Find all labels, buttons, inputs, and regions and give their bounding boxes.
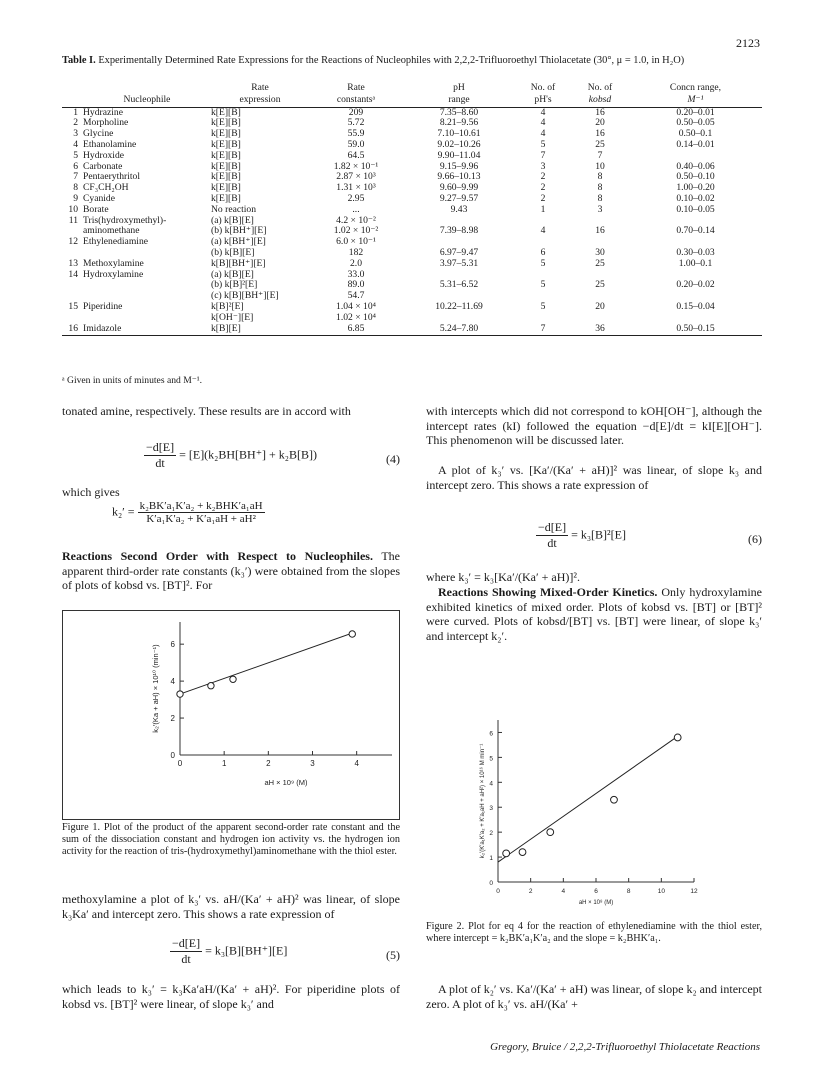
- table-cell-nk: 20: [595, 300, 605, 312]
- y-tick-label: 6: [170, 640, 175, 650]
- right-para-2: A plot of k₃′ vs. [Ka′/(Ka′ + aH)]² was linear, of slope k₃ and intercept zero. This shows a rate expression of: [426, 463, 762, 492]
- table-cell-nph: 5: [540, 138, 546, 150]
- table-cell-n: 9: [73, 192, 78, 204]
- table-cell-rc: 1.31 × 10³: [336, 182, 376, 194]
- table-row: [62, 270, 762, 281]
- table-cell-n: 8: [73, 182, 78, 194]
- table-cell-rc: 1.02 × 10⁻²: [333, 225, 379, 237]
- table-cell-ph: 5.31–6.52: [439, 279, 479, 291]
- left-para-1: tonated amine, respectively. These results are in accord with: [62, 404, 351, 418]
- eq5-rhs: = k₃[B][BH⁺][E]: [205, 943, 288, 958]
- x-tick-label: 2: [266, 759, 271, 768]
- table-cell-ph: 7.10–10.61: [437, 128, 481, 140]
- table-cell-rc: 55.9: [347, 128, 365, 140]
- k2-denominator: K′a₁K′a₂ + K′a₁aH + aH²: [146, 513, 256, 525]
- table-cell-conc: 0.20–0.01: [676, 106, 715, 118]
- table-cell-nph: 1: [540, 203, 546, 215]
- table-cell-nk: 10: [595, 160, 605, 172]
- left-para-2-text: The apparent third-order rate constants (k₃′) were obtained from the slopes of plots of kobsd vs. [BT]². For: [62, 549, 400, 593]
- table-cell-conc: 0.40–0.06: [676, 160, 715, 172]
- header-rate-expr-1: Rate: [251, 82, 269, 93]
- table-cell-expr: k[E][B]: [211, 128, 241, 140]
- table-cell-nuc: Glycine: [83, 128, 114, 140]
- eq6-number: (6): [748, 532, 762, 546]
- k2-expression: [112, 500, 400, 540]
- table-cell-n: 2: [73, 117, 78, 129]
- table-cell-expr: (a) k[B][E]: [211, 214, 254, 226]
- table-cell-n: 14: [68, 268, 78, 280]
- right-para-4-text: Only hydroxylamine exhibited kinetics of mixed order. Plots of kobsd vs. [BT] or [BT]² were curved. Plots of kobsd/[BT] vs. [BT] were linear, of slope k₃′ and intercept k₂′.: [426, 585, 763, 643]
- table-cell-nk: [571, 313, 629, 324]
- right-para-4: [426, 585, 762, 643]
- which-gives: which gives: [62, 485, 120, 499]
- y-tick-label: 0: [170, 751, 175, 760]
- table-cell-n: 13: [68, 257, 78, 269]
- y-tick-label: 4: [489, 780, 493, 788]
- eq4-numerator: −d[E]: [146, 440, 175, 454]
- table-cell-nk: 25: [595, 257, 605, 269]
- data-point: [547, 829, 554, 836]
- table-cell-nph: 4: [540, 128, 546, 140]
- x-axis-label: aH × 10⁸ (M): [578, 900, 614, 906]
- table-cell-ph: 9.60–9.99: [439, 182, 479, 194]
- table-caption-text: Experimentally Determined Rate Expressions for the Reactions of Nucleophiles with 2,2,2-Trifluoroethyl Thiolacetate (30°, μ = 1.0, in H₂O): [98, 55, 685, 66]
- table-cell-expr: (b) k[BH⁺][E]: [211, 225, 267, 237]
- table-cell-rc: 89.0: [347, 279, 365, 291]
- x-tick-label: 10: [657, 888, 665, 895]
- table-cell-n: 1: [73, 106, 78, 118]
- eq5-denominator: dt: [181, 952, 191, 966]
- table-cell-rc: 1.82 × 10⁻¹: [333, 160, 379, 172]
- eq6-denominator: dt: [547, 536, 557, 550]
- eq5-numerator: −d[E]: [172, 936, 201, 950]
- table-row: [62, 248, 762, 259]
- table-cell-conc: [629, 313, 762, 324]
- table-cell-nuc: Ethanolamine: [83, 138, 137, 150]
- table-caption: [62, 55, 762, 68]
- left-para-4: which leads to k₃′ = k₃Ka′aH/(Ka′ + aH)². For piperidine plots of kobsd vs. [BT]² were linear, of slope k₃′ and: [62, 982, 400, 1011]
- table-cell-nk: 30: [595, 246, 605, 258]
- table-cell-nk: 16: [595, 106, 605, 118]
- table-cell-nk: 8: [597, 171, 603, 183]
- data-point: [519, 849, 526, 856]
- header-conc-1: Concn range,: [669, 82, 722, 93]
- table-cell-nuc: Pentaerythritol: [83, 171, 141, 183]
- table-cell-expr: k[B]²[E]: [211, 300, 244, 312]
- table-cell-nuc: Cyanide: [83, 192, 115, 204]
- k2-lhs: k₂′ =: [112, 504, 135, 519]
- eq6-numerator: −d[E]: [538, 520, 567, 534]
- table-cell-expr: k[OH⁻][E]: [211, 311, 254, 323]
- data-point: [674, 734, 681, 741]
- table-cell-expr: k[E][B]: [211, 160, 241, 172]
- table-cell-nph: 5: [540, 300, 546, 312]
- table-row: [62, 194, 762, 205]
- table-cell-nk: 16: [595, 225, 605, 237]
- table-cell-conc: 0.15–0.04: [676, 300, 715, 312]
- table-cell-nk: 25: [595, 138, 605, 150]
- table-cell-nk: 25: [595, 279, 605, 291]
- table-cell-n: 7: [73, 171, 78, 183]
- section-heading-second-order: Reactions Second Order with Respect to Nucleophiles.: [62, 549, 373, 563]
- table-cell-ph: 10.22–11.69: [435, 300, 483, 312]
- table-cell-rc: 6.85: [309, 324, 403, 336]
- y-tick-label: 5: [489, 755, 493, 763]
- table-cell-conc: 0.50–0.10: [676, 171, 715, 183]
- table-cell-ph: 9.43: [450, 203, 468, 215]
- table-cell-rc: 1.04 × 10⁴: [336, 300, 376, 312]
- figure-2: [470, 712, 710, 917]
- table-cell-conc: 0.50–0.15: [629, 324, 762, 336]
- table-cell-nph: 5: [540, 279, 546, 291]
- table-cell-nph: 4: [540, 106, 546, 118]
- rate-table: [62, 83, 762, 336]
- table-cell-ph: 9.15–9.96: [439, 160, 479, 172]
- table-cell-conc: 0.10–0.02: [676, 192, 715, 204]
- page-number: 2123: [736, 36, 760, 50]
- table-cell-expr: (c) k[B][BH⁺][E]: [211, 290, 279, 302]
- figure-1: [62, 610, 400, 820]
- x-tick-label: 4: [561, 888, 566, 895]
- table-row: [62, 183, 762, 194]
- table-cell-expr: (a) k[BH⁺][E]: [211, 236, 266, 248]
- data-point: [349, 631, 355, 637]
- table-cell-rc: 4.2 × 10⁻²: [336, 214, 376, 226]
- table-row: [62, 107, 762, 118]
- table-cell-ph: 9.90–11.04: [437, 149, 481, 161]
- x-tick-label: 0: [177, 759, 183, 768]
- table-cell-n: 16: [62, 324, 83, 336]
- header-rate-const-1: Rate: [347, 82, 365, 93]
- table-body: [62, 107, 762, 336]
- table-cell-nph: 7: [515, 324, 571, 336]
- k2-numerator: k₂BK′a₁K′a₂ + k₂BHK′a₁aH: [139, 500, 263, 512]
- table-cell-rc: 59.0: [347, 138, 365, 150]
- y-tick-label: 0: [489, 880, 493, 887]
- table-cell-nk: 8: [597, 192, 603, 204]
- table-cell-n: [62, 313, 83, 324]
- header-nph-2: pH's: [515, 95, 571, 107]
- table-row: [62, 205, 762, 216]
- y-tick-label: 3: [489, 805, 493, 813]
- x-tick-label: 6: [594, 888, 598, 895]
- equation-4: [62, 440, 400, 480]
- table-cell-nk: 3: [597, 203, 603, 215]
- table-cell-conc: 0.10–0.05: [676, 203, 715, 215]
- y-axis-label: k₂′(Ka + aH) × 10¹⁰ (min⁻¹): [151, 644, 160, 733]
- table-cell-conc: 0.50–0.1: [678, 128, 713, 140]
- header-conc-2: M⁻¹: [629, 95, 762, 107]
- table-cell-nuc: Tris(hydroxymethyl)-: [83, 214, 167, 226]
- table-cell-expr: k[E][B]: [211, 171, 241, 183]
- table-cell-nph: 3: [540, 160, 546, 172]
- left-para-2: [62, 549, 400, 593]
- equation-6: [426, 520, 762, 560]
- table-footnote: ᵃ Given in units of minutes and M⁻¹.: [62, 375, 203, 386]
- table-cell-expr: No reaction: [211, 203, 257, 215]
- table-cell-n: 4: [73, 138, 78, 150]
- table-row: [62, 291, 762, 302]
- table-cell-expr: k[E][B]: [211, 192, 241, 204]
- table-cell-nph: 2: [540, 182, 546, 194]
- eq4-number: (4): [386, 452, 400, 466]
- table-cell-ph: 9.66–10.13: [437, 171, 481, 183]
- table-cell-ph: [403, 313, 515, 324]
- table-cell-nph: 6: [540, 246, 546, 258]
- table-cell-rc: 5.72: [347, 117, 365, 129]
- table-cell-nk: 7: [597, 149, 603, 161]
- header-nk-1: No. of: [587, 82, 613, 93]
- table-cell-nuc: Hydroxide: [83, 149, 125, 161]
- header-ph-2: range: [403, 95, 515, 107]
- x-tick-label: 3: [310, 759, 315, 768]
- x-axis-label: aH × 10⁹ (M): [264, 778, 308, 787]
- table-row: [62, 129, 762, 140]
- table-cell-ph: 5.24–7.80: [403, 324, 515, 336]
- table-cell-expr: (b) k[B]²[E]: [211, 279, 258, 291]
- data-point: [208, 683, 214, 689]
- table-cell-nuc: Borate: [83, 203, 109, 215]
- table-row: [62, 226, 762, 237]
- data-point: [611, 796, 618, 803]
- table-cell-nph: 4: [540, 117, 546, 129]
- header-nk-2: kobsd: [571, 95, 629, 107]
- table-cell-nph: [515, 313, 571, 324]
- table-row: [62, 324, 762, 336]
- right-para-5: A plot of k₂′ vs. Ka′/(Ka′ + aH) was linear, of slope k₂ and intercept zero. A plot of k₃′ vs. aH/(Ka′ +: [426, 982, 762, 1011]
- table-cell-expr: k[E][B]: [211, 106, 241, 118]
- x-tick-label: 4: [354, 759, 359, 768]
- table-cell-conc: 1.00–0.1: [678, 257, 713, 269]
- y-tick-label: 2: [170, 714, 175, 724]
- x-tick-label: 1: [221, 759, 227, 768]
- table-cell-nuc: Carbonate: [83, 160, 123, 172]
- eq6-rhs: = k₃[B]²[E]: [571, 527, 626, 542]
- table-cell-ph: 6.97–9.47: [439, 246, 479, 258]
- table-cell-nuc: Imidazole: [83, 324, 211, 336]
- data-point: [177, 691, 183, 697]
- table-cell-rc: 1.02 × 10⁴: [336, 311, 376, 323]
- table-cell-rc: 2.87 × 10³: [336, 171, 376, 183]
- equation-5: [62, 936, 400, 976]
- right-para-1: with intercepts which did not correspond to kOH[OH⁻], although the intercept rates (kI) followed the equation −d[E]/dt = kI[E][OH⁻]. This phenomenon will be discussed later.: [426, 404, 762, 448]
- header-rate-expr-2: expression: [211, 95, 309, 107]
- table-cell-conc: 0.30–0.03: [676, 246, 715, 258]
- x-tick-label: 8: [626, 888, 631, 895]
- table-cell-nph: 2: [540, 192, 546, 204]
- y-tick-label: 2: [489, 830, 493, 838]
- header-rate-const-2: constantsᵃ: [309, 95, 403, 107]
- table-cell-n: 3: [73, 128, 78, 140]
- table-cell-n: [62, 280, 83, 291]
- table-cell-nuc: Hydroxylamine: [83, 268, 144, 280]
- table-cell-nuc: [83, 280, 211, 291]
- table-row: [62, 280, 762, 291]
- table-cell-expr: k[E][B]: [211, 138, 241, 150]
- table-cell-nuc: Piperidine: [83, 300, 123, 312]
- table-cell-ph: 7.35–8.60: [439, 106, 479, 118]
- table-cell-expr: k[B][BH⁺][E]: [211, 257, 266, 269]
- table-cell-nph: 2: [540, 171, 546, 183]
- table-cell-nuc: Ethylenediamine: [83, 236, 149, 248]
- table-cell-rc: 182: [348, 246, 364, 258]
- table-cell-nk: 20: [595, 117, 605, 129]
- table-row: [62, 140, 762, 151]
- table-cell-expr: (b) k[B][E]: [211, 246, 255, 258]
- eq5-number: (5): [386, 948, 400, 962]
- data-point: [503, 850, 510, 857]
- table-cell-n: 15: [68, 300, 78, 312]
- table-cell-expr: (a) k[B][E]: [211, 268, 254, 280]
- table-cell-rc: 209: [348, 106, 364, 118]
- table-cell-ph: 8.21–9.56: [439, 117, 479, 129]
- figure-1-caption: Figure 1. Plot of the product of the apparent second-order rate constant and the sum of the dissociation constant and hydrogen ion activity vs. the hydrogen ion activity for the reaction of tris-(hydroxymethyl)aminomethane with the thiol ester.: [62, 822, 400, 857]
- table-cell-nuc: Methoxylamine: [83, 257, 144, 269]
- table-cell-rc: ...: [352, 203, 360, 215]
- x-tick-label: 0: [496, 888, 500, 895]
- table-cell-rc: 2.0: [350, 257, 362, 269]
- table-cell-nk: 16: [595, 128, 605, 140]
- left-para-3: methoxylamine a plot of k₃′ vs. aH/(Ka′ + aH)² was linear, of slope k₃Ka′ and intercept zero. This shows a rate expression of: [62, 892, 400, 921]
- table-cell-nuc: Hydrazine: [83, 106, 123, 118]
- table-row: [62, 172, 762, 183]
- y-tick-label: 1: [489, 855, 493, 863]
- table-row: [62, 259, 762, 270]
- table-cell-expr: k[B][E]: [211, 324, 309, 336]
- table-cell-ph: 9.02–10.26: [437, 138, 481, 150]
- y-axis-label: k₂′(K′a₁K′a₂ + K′a₁aH + aH²) × 10¹⁶ M min⁻¹: [480, 743, 486, 859]
- table-cell-nk: 36: [571, 324, 629, 336]
- table-cell-expr: k[E][B]: [211, 182, 241, 194]
- table-cell-rc: 33.0: [347, 268, 365, 280]
- data-point: [230, 676, 236, 682]
- table-cell-conc: 0.14–0.01: [676, 138, 715, 150]
- eq4-rhs: = [E](k₂BH[BH⁺] + k₂B[B]): [179, 447, 317, 462]
- table-cell-conc: 1.00–0.20: [676, 182, 715, 194]
- table-cell-expr: k[E][B]: [211, 149, 241, 161]
- table-cell-ph: 7.39–8.98: [439, 225, 479, 237]
- table-cell-n: 12: [68, 236, 78, 248]
- fit-line: [498, 737, 676, 862]
- table-row: [62, 313, 762, 324]
- table-row: [62, 118, 762, 129]
- x-tick-label: 12: [690, 888, 698, 895]
- table-cell-n: 11: [68, 214, 78, 226]
- table-cell-conc: 0.20–0.02: [676, 279, 715, 291]
- table-cell-n: 6: [73, 160, 78, 172]
- table-cell-ph: 9.27–9.57: [439, 192, 479, 204]
- table-cell-n: 5: [73, 149, 78, 161]
- table-cell-rc: 2.95: [347, 192, 365, 204]
- table-cell-conc: 0.50–0.05: [676, 117, 715, 129]
- eq4-denominator: dt: [155, 456, 165, 470]
- table-cell-n: 10: [68, 203, 78, 215]
- table-row: [62, 216, 762, 227]
- x-tick-label: 2: [528, 888, 533, 895]
- table-cell-nph: 5: [540, 257, 546, 269]
- table-cell-nk: 8: [597, 182, 603, 194]
- table-cell-nuc: [83, 313, 211, 324]
- table-cell-nph: 4: [540, 225, 546, 237]
- table-cell-expr: k[E][B]: [211, 117, 241, 129]
- fit-line: [180, 633, 352, 694]
- header-ph-1: pH: [453, 82, 465, 93]
- header-nucleophile: Nucleophile: [83, 95, 211, 107]
- figure-2-caption: Figure 2. Plot for eq 4 for the reaction of ethylenediamine with the thiol ester, where intercept = k₂BK′a₁K′a₂ and the slope = k₂BHK′a₁.: [426, 921, 762, 944]
- page-footer: Gregory, Bruice / 2,2,2-Trifluoroethyl Thiolacetate Reactions: [490, 1041, 760, 1053]
- table-cell-conc: 0.70–0.14: [676, 225, 715, 237]
- table-row: [62, 151, 762, 162]
- table-row: [62, 237, 762, 248]
- table-cell-nuc: CF₃CH₂OH: [83, 182, 129, 194]
- table-cell-nuc: aminomethane: [83, 225, 140, 237]
- table-cell-rc: 54.7: [347, 290, 365, 302]
- table-row: [62, 162, 762, 173]
- table-cell-rc: 64.5: [347, 149, 365, 161]
- table-cell-nph: 7: [540, 149, 546, 161]
- table-cell-rc: 6.0 × 10⁻¹: [336, 236, 376, 248]
- table-row: [62, 302, 762, 313]
- y-tick-label: 6: [489, 730, 493, 738]
- figure-1-frame: [63, 611, 400, 820]
- table-caption-label: Table I.: [62, 55, 96, 66]
- table-cell-conc: [629, 151, 762, 162]
- y-tick-label: 4: [170, 677, 175, 687]
- right-para-3: where k₃′ = k₃[Ka′/(Ka′ + aH)]².: [426, 570, 580, 584]
- section-heading-mixed-order: Reactions Showing Mixed-Order Kinetics.: [438, 585, 658, 599]
- table-cell-nuc: Morpholine: [83, 117, 129, 129]
- header-nph-1: No. of: [530, 82, 556, 93]
- table-cell-ph: 3.97–5.31: [439, 257, 479, 269]
